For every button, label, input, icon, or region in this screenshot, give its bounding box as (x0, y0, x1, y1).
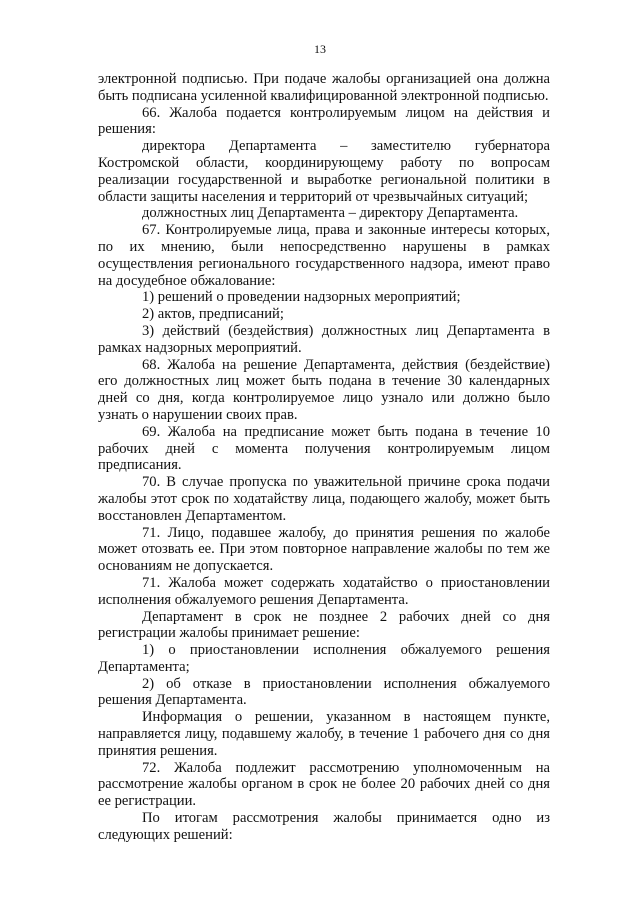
paragraph-67-item-1: 1) решений о проведении надзорных мероприятий; (142, 289, 461, 306)
paragraph-66-director: директора Департамента – заместителю губернатора Костромской области, координирующему работу по вопросам реализации государственной и выработке региональной политики в области защиты населения и территорий от чрезвычайных ситуаций; (98, 138, 550, 205)
paragraph-66: 66. Жалоба подается контролируемым лицом на действия и решения: (98, 104, 550, 138)
paragraph-68: 68. Жалоба на решение Департамента, действия (бездействие) его должностных лиц может быть подана в течение 30 календарных дней со дня, когда контролируемое лицо узнало или должно было узнать о нарушении своих прав. (98, 356, 550, 423)
paragraph-information: Информация о решении, указанном в настоящем пункте, направляется лицу, подавшему жалобу, в течение 1 рабочего дня со дня принятия решения. (98, 709, 550, 759)
document-body (98, 71, 550, 844)
paragraph-67-item-3: 3) действий (бездействия) должностных лиц Департамента в рамках надзорных мероприятий. (98, 322, 550, 356)
paragraph-decision-item-1: 1) о приостановлении исполнения обжалуемого решения Департамента; (98, 642, 550, 675)
paragraph-results: По итогам рассмотрения жалобы принимается одно из следующих решений: (98, 810, 550, 843)
paragraph-71-suspension: 71. Жалоба может содержать ходатайство о приостановлении исполнения обжалуемого решения Департамента. (98, 574, 550, 608)
paragraph-67-item-2: 2) актов, предписаний; (142, 306, 284, 323)
paragraph-decision-item-2: 2) об отказе в приостановлении исполнения обжалуемого решения Департамента. (98, 675, 550, 709)
paragraph-66-officials: должностных лиц Департамента – директору Департамента. (142, 205, 519, 222)
paragraph-signature-continuation: электронной подписью. При подаче жалобы организацией она должна быть подписана усиленной квалифицированной электронной подписью. (98, 71, 550, 104)
paragraph-69: 69. Жалоба на предписание может быть подана в течение 10 рабочих дней с момента получения контролируемым лицом предписания. (98, 423, 550, 474)
paragraph-72: 72. Жалоба подлежит рассмотрению уполномоченным на рассмотрение жалобы органом в срок не более 20 рабочих дней со дня ее регистрации. (98, 759, 550, 810)
page-number: 13 (314, 42, 326, 56)
paragraph-71-withdrawal: 71. Лицо, подавшее жалобу, до принятия решения по жалобе может отозвать ее. При этом повторное направление жалобы по тем же основаниям не допускается. (98, 524, 550, 575)
paragraph-department-decision: Департамент в срок не позднее 2 рабочих дней со дня регистрации жалобы принимает решение: (98, 608, 550, 642)
paragraph-67: 67. Контролируемые лица, права и законные интересы которых, по их мнению, были непосредственно нарушены в рамках осуществления регионального государственного надзора, имеют право на досудебное обжалование: (98, 222, 550, 289)
paragraph-70: 70. В случае пропуска по уважительной причине срока подачи жалобы этот срок по ходатайству лица, подающего жалобу, может быть восстановлен Департаментом. (98, 474, 550, 524)
